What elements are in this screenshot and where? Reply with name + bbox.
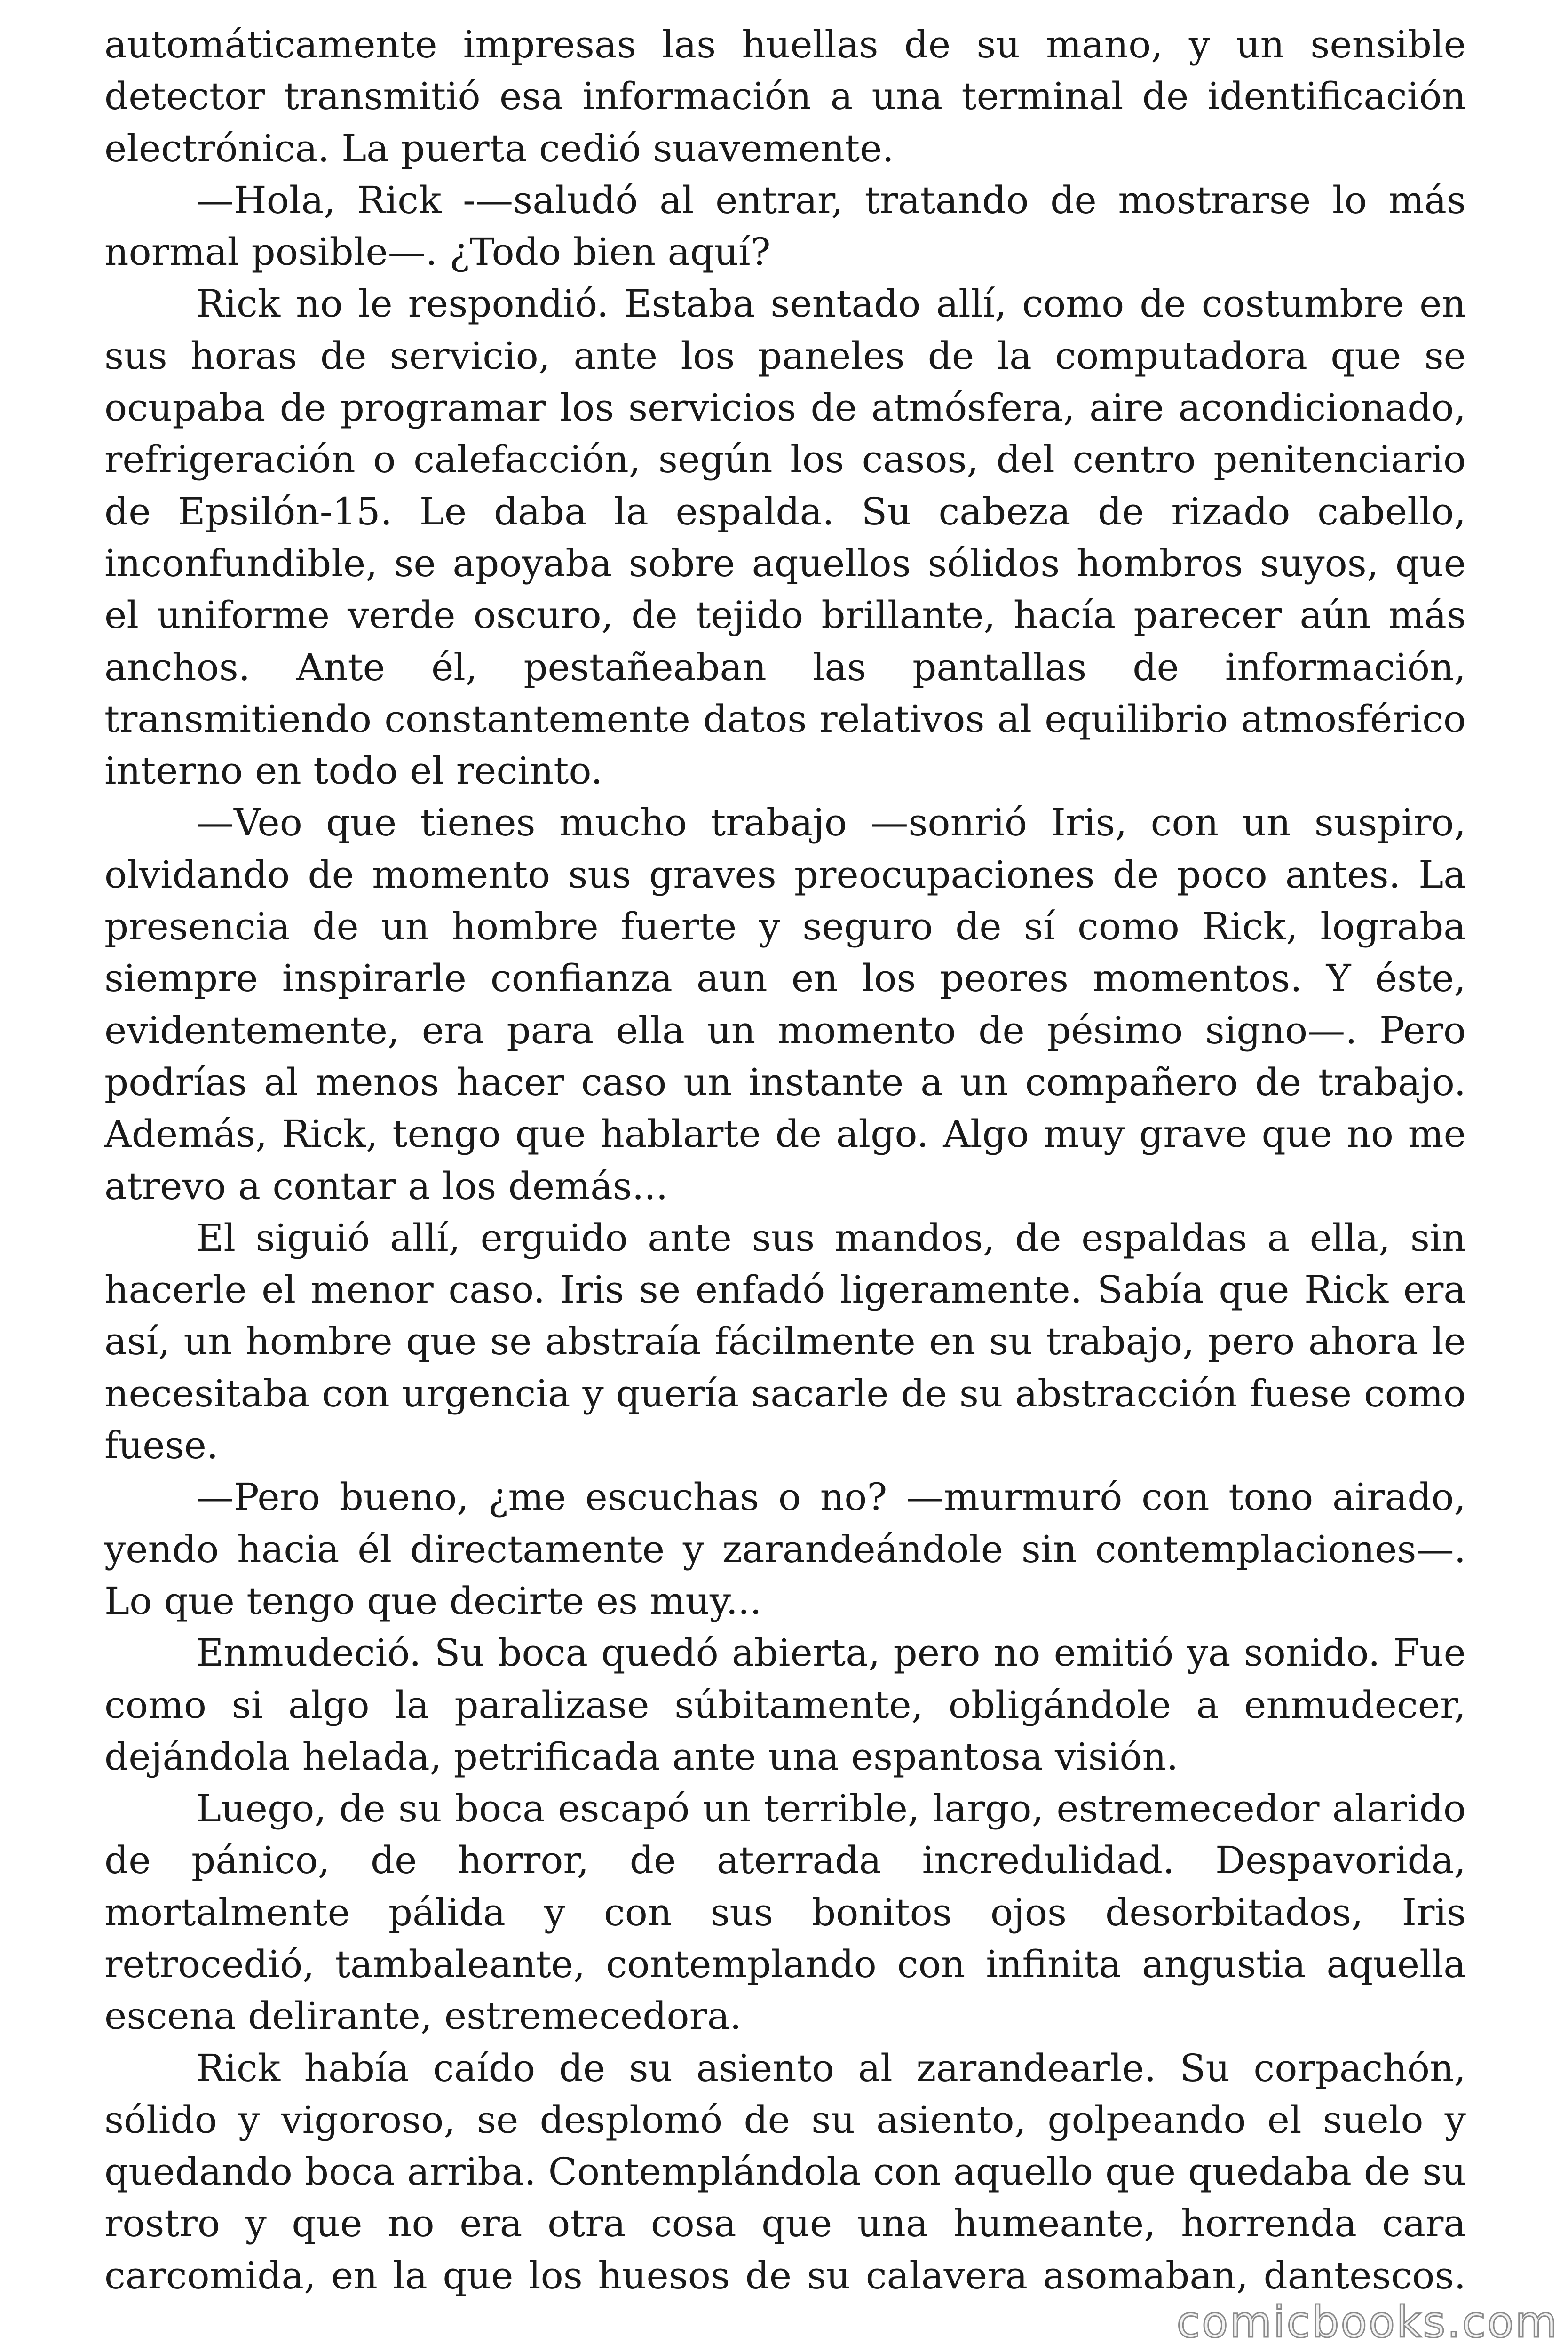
paragraph-1: automáticamente impresas las huellas de su mano, y un sensible detector transmitió esa información a una terminal de identificación electrónica. La puerta cedió suavemente. [104, 23, 1466, 170]
paragraph-6: —Pero bueno, ¿me escuchas o no? —murmuró con tono airado, yendo hacia él directamente y zarandeándole sin contemplaciones—. Lo que tengo que decirte es muy... [104, 1475, 1466, 1623]
paragraph-9: Rick había caído de su asiento al zarandearle. Su corpachón, sólido y vigoroso, se desplomó de su asiento, golpeando el suelo y quedando boca arriba. Contemplándola con aquello que quedaba de su rostro y que no era otra cosa que una humeante, horrenda cara carcomida, en la que los huesos de su calavera asomaban, dantescos. [104, 2046, 1466, 2297]
paragraph-5: El siguió allí, erguido ante sus mandos, de espaldas a ella, sin hacerle el menor caso. Iris se enfadó ligeramente. Sabía que Rick era así, un hombre que se abstraía fácilmente en su trabajo, pero ahora le necesitaba con urgencia y quería sacarle de su abstracción fuese como fuese. [104, 1216, 1466, 1468]
paragraph-2: —Hola, Rick -—saludó al entrar, tratando de mostrarse lo más normal posible—. ¿Todo bien aquí? [104, 178, 1466, 274]
paragraph-7: Enmudeció. Su boca quedó abierta, pero no emitió ya sonido. Fue como si algo la paralizase súbitamente, obligándole a enmudecer, dejándola helada, petrificada ante una espantosa visión. [104, 1631, 1466, 1779]
page-body-text [104, 19, 1466, 2302]
paragraph-3: Rick no le respondió. Estaba sentado allí, como de costumbre en sus horas de servicio, ante los paneles de la computadora que se ocupaba de programar los servicios de atmósfera, aire acondicionado, refrigeración o calefacción, según los casos, del centro penitenciario de Epsilón-15. Le daba la espalda. Su cabeza de rizado cabello, inconfundible, se apoyaba sobre aquellos sólidos hombros suyos, que el uniforme verde oscuro, de tejido brillante, hacía parecer aún más anchos. Ante él, pestañeaban las pantallas de información, transmitiendo constantemente datos relativos al equilibrio atmosférico interno en todo el recinto. [104, 282, 1466, 793]
paragraph-4: —Veo que tienes mucho trabajo —sonrió Iris, con un suspiro, olvidando de momento sus graves preocupaciones de poco antes. La presencia de un hombre fuerte y seguro de sí como Rick, lograba siempre inspirarle confianza aun en los peores momentos. Y éste, evidentemente, era para ella un momento de pésimo signo—. Pero podrías al menos hacer caso un instante a un compañero de trabajo. Además, Rick, tengo que hablarte de algo. Algo muy grave que no me atrevo a contar a los demás... [104, 801, 1466, 1208]
paragraph-8: Luego, de su boca escapó un terrible, largo, estremecedor alarido de pánico, de horror, de aterrada incredulidad. Despavorida, mortalmente pálida y con sus bonitos ojos desorbitados, Iris retrocedió, tambaleante, contemplando con infinita angustia aquella escena delirante, estremecedora. [104, 1787, 1466, 2038]
watermark-logo: comicbooks.com [1176, 2297, 1559, 2347]
